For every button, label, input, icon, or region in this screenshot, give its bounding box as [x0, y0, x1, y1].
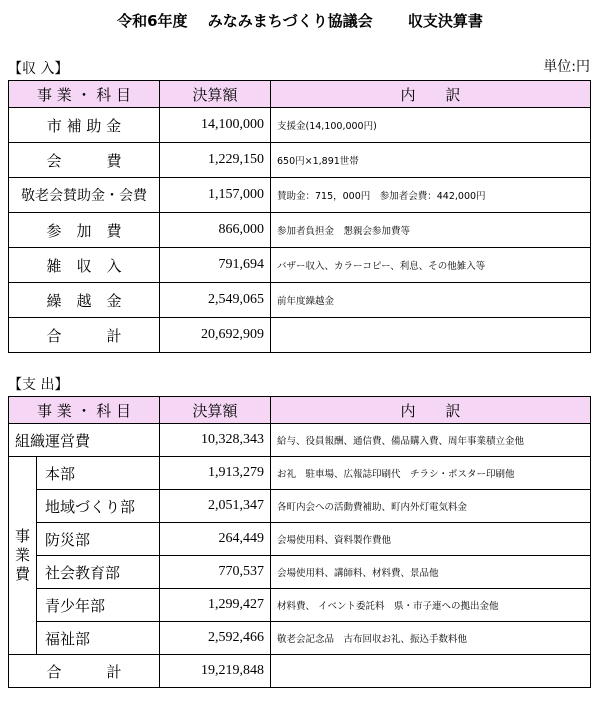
group-label-text: 事業費	[14, 527, 30, 583]
row-amount: 866,000	[160, 213, 271, 248]
row-note: 会場使用料、資料製作費他	[271, 523, 591, 556]
row-amount: 770,537	[160, 556, 271, 589]
header-note: 内 訳	[271, 397, 591, 424]
table-row	[9, 589, 591, 622]
table-row	[9, 457, 591, 490]
row-amount: 14,100,000	[160, 108, 271, 143]
row-amount: 1,913,279	[160, 457, 271, 490]
header-note: 内 訳	[271, 81, 591, 108]
row-item: 社会教育部	[37, 556, 160, 589]
header-item: 事 業 ・ 科 目	[9, 81, 160, 108]
table-row	[9, 143, 591, 178]
row-item: 参 加 費	[9, 213, 160, 248]
table-row	[9, 490, 591, 523]
total-note	[271, 318, 591, 353]
row-item: 福祉部	[37, 622, 160, 655]
table-row	[9, 622, 591, 655]
table-row	[9, 424, 591, 457]
income-total-row	[9, 318, 591, 353]
expense-header-row	[9, 397, 591, 424]
income-section-label: 【収 入】	[8, 61, 69, 77]
header-item: 事 業 ・ 科 目	[9, 397, 160, 424]
row-amount: 10,328,343	[160, 424, 271, 457]
table-row	[9, 248, 591, 283]
table-row	[9, 283, 591, 318]
row-note: 参加者負担金 懇親会参加費等	[271, 213, 591, 248]
table-row	[9, 523, 591, 556]
income-table	[8, 80, 591, 353]
row-item: 敬老会賛助金・会費	[9, 178, 160, 213]
row-item: 会 費	[9, 143, 160, 178]
row-note: 前年度繰越金	[271, 283, 591, 318]
row-note: バザー収入、カラーコピー、利息、その他雑入等	[271, 248, 591, 283]
table-row	[9, 178, 591, 213]
total-amount: 20,692,909	[160, 318, 271, 353]
row-item: 繰 越 金	[9, 283, 160, 318]
row-amount: 2,051,347	[160, 490, 271, 523]
row-note: 材料費、 イベント委託料 県・市子連への拠出金他	[271, 589, 591, 622]
row-item: 地域づくり部	[37, 490, 160, 523]
row-amount: 791,694	[160, 248, 271, 283]
row-amount: 1,299,427	[160, 589, 271, 622]
expense-section-label: 【支 出】	[8, 377, 69, 393]
row-amount: 1,157,000	[160, 178, 271, 213]
table-row	[9, 213, 591, 248]
row-amount: 264,449	[160, 523, 271, 556]
row-item: 青少年部	[37, 589, 160, 622]
row-note: 支援金(14,100,000円)	[271, 108, 591, 143]
unit-label: 単位:円	[543, 59, 590, 75]
header-amount: 決算額	[160, 81, 271, 108]
header-amount: 決算額	[160, 397, 271, 424]
row-item: 市 補 助 金	[9, 108, 160, 143]
row-amount: 2,549,065	[160, 283, 271, 318]
table-row	[9, 556, 591, 589]
row-note: お礼 駐車場、広報誌印刷代 チラシ・ポスター印刷他	[271, 457, 591, 490]
row-amount: 2,592,466	[160, 622, 271, 655]
row-note: 650円×1,891世帯	[271, 143, 591, 178]
row-note: 各町内会への活動費補助、町内外灯電気料金	[271, 490, 591, 523]
row-item: 組織運営費	[9, 424, 160, 457]
row-note: 会場使用料、講師料、材料費、景品他	[271, 556, 591, 589]
row-item: 本部	[37, 457, 160, 490]
page-title: 令和6年度 みなみまちづくり協議会 収支決算書	[117, 12, 483, 30]
expense-total-row	[9, 655, 591, 688]
row-item: 雑 収 入	[9, 248, 160, 283]
row-note: 給与、役員報酬、通信費、備品購入費、周年事業積立金他	[271, 424, 591, 457]
total-note	[271, 655, 591, 688]
income-header-row	[9, 81, 591, 108]
row-item: 防災部	[37, 523, 160, 556]
expense-table	[8, 396, 591, 688]
row-note: 敬老会記念品 古布回収お礼、振込手数料他	[271, 622, 591, 655]
table-row	[9, 108, 591, 143]
total-amount: 19,219,848	[160, 655, 271, 688]
total-label: 合 計	[9, 318, 160, 353]
row-note: 賛助金：715，000円 参加者会費：442,000円	[271, 178, 591, 213]
total-label: 合 計	[9, 655, 160, 688]
group-label-jigyohi	[9, 457, 37, 655]
row-amount: 1,229,150	[160, 143, 271, 178]
